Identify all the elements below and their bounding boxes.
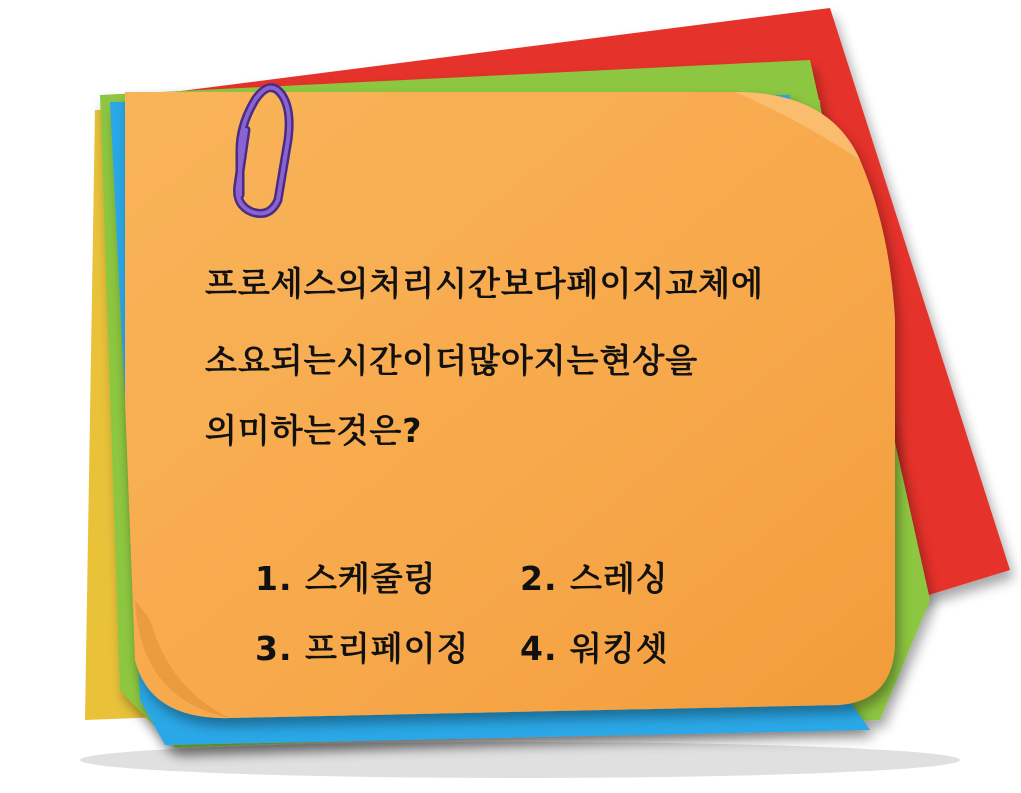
option-4[interactable]: 4. 워킹셋: [520, 629, 669, 668]
question-line-1: 프로세스의처리시간보다페이지교체에: [205, 264, 764, 303]
option-2[interactable]: 2. 스레싱: [520, 559, 669, 598]
option-3[interactable]: 3. 프리페이징: [255, 629, 470, 668]
question-line-2: 소요되는시간이더많아지는현상을: [205, 341, 699, 380]
ground-shadow: [80, 742, 960, 778]
option-1[interactable]: 1. 스케줄링: [255, 559, 437, 598]
question-line-3: 의미하는것은?: [205, 411, 423, 450]
